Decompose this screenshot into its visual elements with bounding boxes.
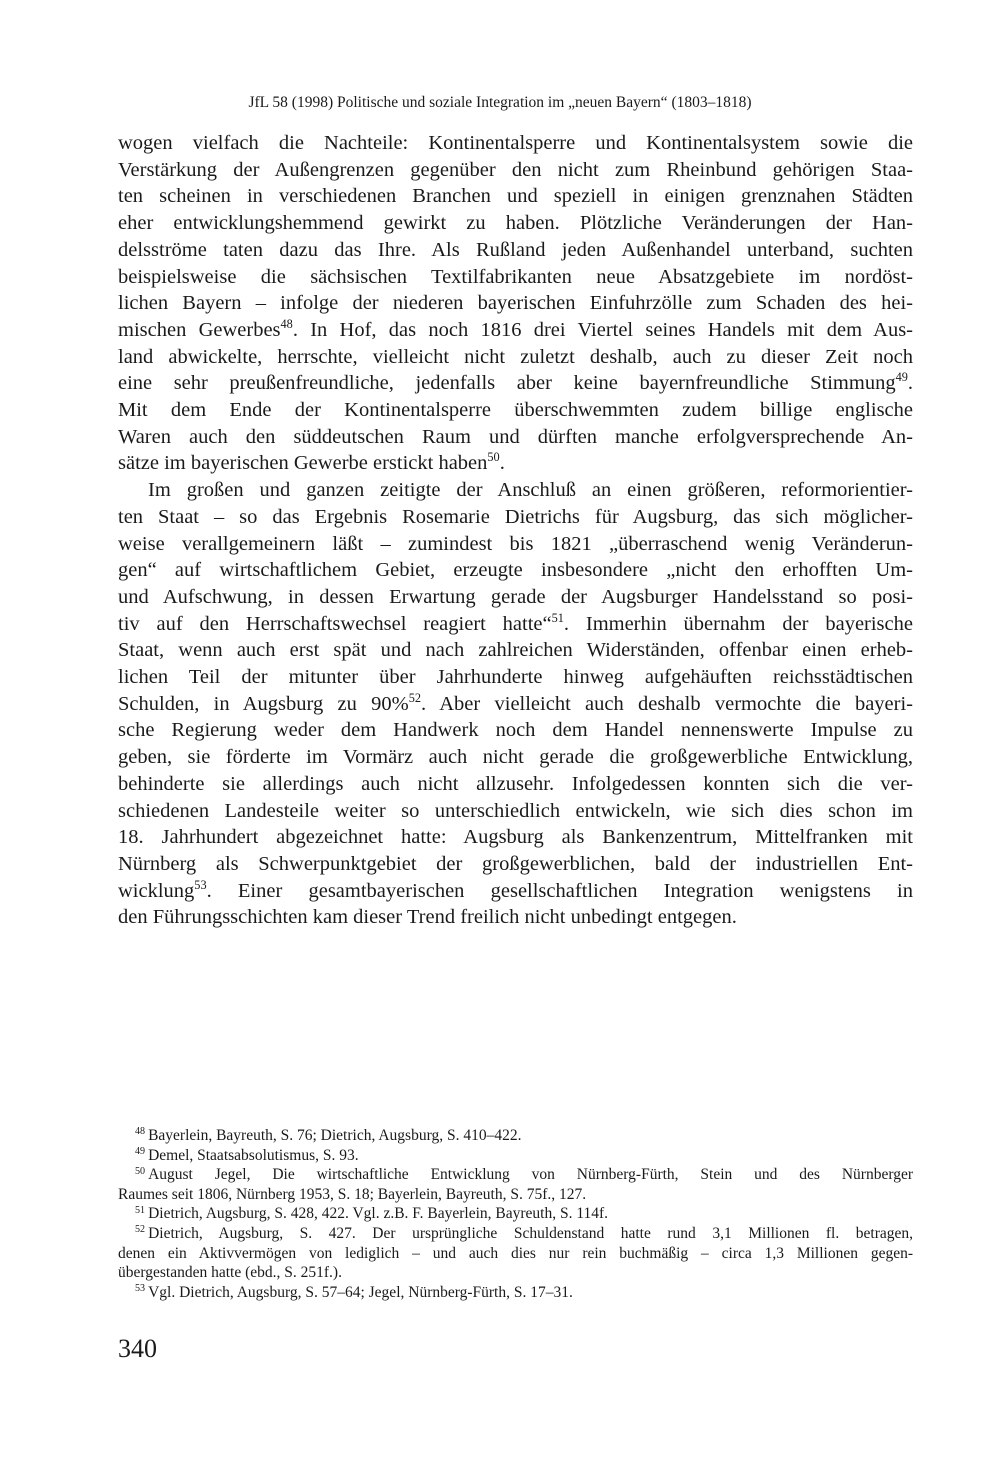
footnotes	[118, 1126, 913, 1302]
line-text: Schulden, in Augsburg zu 90%	[118, 692, 409, 715]
text-line	[118, 771, 913, 798]
line-text-continued: . In Hof, das noch 1816 drei Viertel seines Handels mit dem Aus-	[292, 318, 914, 341]
running-head: JfL 58 (1998) Politische und soziale Integration im „neuen Bayern“ (1803–1818)	[248, 94, 752, 111]
footnote-line	[118, 1165, 913, 1185]
footnote-ref: 52	[408, 690, 421, 705]
text-line	[118, 744, 913, 771]
body-text	[118, 130, 913, 931]
text-line	[118, 664, 913, 691]
footnote-ref: 48	[280, 316, 293, 331]
line-text: Mit dem Ende der Kontinentalsperre überschwemmten zudem billige englische	[118, 399, 913, 422]
text-line	[118, 878, 913, 905]
line-text: gen“ auf wirtschaftlichem Gebiet, erzeugte insbesondere „nicht den erhofften Um-	[118, 559, 913, 582]
text-line	[118, 130, 913, 157]
line-text: sche Regierung weder dem Handwerk noch dem Handel nennenswerte Impulse zu	[118, 719, 913, 742]
line-text: weise verallgemeinern läßt – zumindest bis 1821 „überraschend wenig Veränderun-	[118, 532, 913, 555]
line-text-continued: .	[907, 372, 913, 395]
footnote-text: denen ein Aktivvermögen von lediglich – und auch dies nur rein buchmäßig – circa 1,3 Millionen gegen-	[118, 1244, 913, 1262]
line-text: und Aufschwung, in dessen Erwartung gerade der Augsburger Handelsstand so posi-	[118, 585, 913, 608]
footnote-line	[118, 1146, 913, 1166]
line-text: den Führungsschichten kam dieser Trend freilich nicht unbedingt entgegen.	[118, 906, 737, 929]
text-line	[118, 504, 913, 531]
line-text: wogen vielfach die Nachteile: Kontinentalsperre und Kontinentalsystem sowie die	[118, 132, 913, 154]
footnote-text: Vgl. Dietrich, Augsburg, S. 57–64; Jegel, Nürnberg-Fürth, S. 17–31.	[148, 1283, 573, 1301]
text-line	[118, 183, 913, 210]
line-text-continued: . Aber vielleicht auch deshalb vermochte die bayeri-	[421, 692, 913, 715]
line-text-continued: . Immerhin übernahm der bayerische	[563, 612, 913, 635]
line-text: wicklung	[118, 879, 195, 902]
line-text: eine sehr preußenfreundliche, jedenfalls aber keine bayernfreundliche Stimmung	[118, 372, 896, 395]
line-text: behinderte sie allerdings auch nicht allzusehr. Infolgedessen konnten sich die ver-	[118, 772, 913, 795]
line-text: eher entwicklungshemmend gewirkt zu haben. Plötzliche Veränderungen der Han-	[118, 212, 913, 235]
text-line	[118, 824, 913, 851]
footnote-text: Raumes seit 1806, Nürnberg 1953, S. 18; Bayerlein, Bayreuth, S. 75f., 127.	[118, 1185, 587, 1203]
page-number: 340	[118, 1334, 157, 1363]
footnote-ref: 49	[895, 370, 908, 385]
line-text: lichen Teil der mitunter über Jahrhunderte hinweg aufgehäuften reichsstädtischen	[118, 666, 913, 689]
line-text: schiedenen Landesteile weiter so unterschiedlich entwickeln, wie sich dies schon im	[118, 799, 913, 822]
text-line	[118, 584, 913, 611]
line-text: 18. Jahrhundert abgezeichnet hatte: Augsburg als Bankenzentrum, Mittelfranken mit	[118, 826, 913, 849]
text-line	[118, 397, 913, 424]
footnote-line	[118, 1126, 913, 1146]
text-line	[118, 477, 913, 504]
footnote-number: 51	[135, 1204, 146, 1216]
line-text: beispielsweise die sächsischen Textilfabrikanten neue Absatzgebiete im nordöst-	[118, 265, 913, 288]
text-line	[118, 904, 913, 931]
footnote-number: 53	[135, 1283, 146, 1295]
line-text: land abwickelte, herrschte, vielleicht nicht zuletzt deshalb, auch zu dieser Zeit noch	[118, 345, 913, 368]
footnote-number: 48	[135, 1126, 146, 1138]
footnote-number: 49	[135, 1146, 146, 1158]
text-line	[118, 557, 913, 584]
footnote-number: 50	[135, 1165, 146, 1177]
line-text: tiv auf den Herrschaftswechsel reagiert hatte“	[118, 612, 552, 635]
line-text: ten scheinen in verschiedenen Branchen und speziell in einigen grenznahen Städten	[118, 185, 913, 208]
line-text: Staat, wenn auch erst spät und nach zahlreichen Widerständen, offenbar einen erheb-	[118, 639, 913, 662]
text-line	[118, 798, 913, 825]
footnote-text: Demel, Staatsabsolutismus, S. 93.	[148, 1146, 359, 1164]
line-text: Verstärkung der Außengrenzen gegenüber den nicht zum Rheinbund gehörigen Staa-	[118, 158, 913, 181]
footnote-line	[118, 1185, 913, 1205]
footnote-number: 52	[135, 1224, 146, 1236]
line-text: ten Staat – so das Ergebnis Rosemarie Dietrichs für Augsburg, das sich möglicher-	[118, 505, 913, 528]
text-line	[118, 370, 913, 397]
line-text: delsströme taten dazu das Ihre. Als Rußland jeden Außenhandel unterband, suchten	[118, 238, 913, 261]
line-text-continued: . Einer gesamtbayerischen gesellschaftlichen Integration wenigstens in	[206, 879, 913, 902]
footnote-line	[118, 1204, 913, 1224]
footnote-text: August Jegel, Die wirtschaftliche Entwicklung von Nürnberg-Fürth, Stein und des Nürnberger	[148, 1166, 913, 1184]
footnote-text: übergestanden hatte (ebd., S. 251f.).	[118, 1264, 342, 1282]
text-line	[118, 637, 913, 664]
text-line	[118, 264, 913, 291]
text-line	[118, 450, 913, 477]
text-line	[118, 611, 913, 638]
footnote-line	[118, 1244, 913, 1264]
footnote-ref: 53	[194, 877, 207, 892]
text-line	[118, 317, 913, 344]
footnote-text: Bayerlein, Bayreuth, S. 76; Dietrich, Augsburg, S. 410–422.	[148, 1127, 522, 1144]
text-line	[118, 157, 913, 184]
footnote-line	[118, 1283, 913, 1303]
line-text: mischen Gewerbes	[118, 318, 281, 341]
line-text: Nürnberg als Schwerpunktgebiet der großgewerblichen, bald der industriellen Ent-	[118, 852, 913, 875]
line-text: Im großen und ganzen zeitigte der Anschluß an einen größeren, reformorientier-	[148, 479, 913, 502]
text-line	[118, 691, 913, 718]
text-line	[118, 717, 913, 744]
text-line	[118, 344, 913, 371]
footnote-text: Dietrich, Augsburg, S. 427. Der ursprüngliche Schuldenstand hatte rund 3,1 Millionen fl. betragen,	[148, 1224, 913, 1242]
line-text: Waren auch den süddeutschen Raum und dürften manche erfolgversprechende An-	[118, 425, 913, 448]
line-text-continued: .	[499, 452, 505, 475]
footnote-line	[118, 1263, 913, 1283]
text-line	[118, 210, 913, 237]
text-line	[118, 424, 913, 451]
footnote-ref: 50	[487, 450, 500, 465]
text-line	[118, 290, 913, 317]
text-line	[118, 237, 913, 264]
text-line	[118, 851, 913, 878]
footnote-ref: 51	[551, 610, 564, 625]
line-text: lichen Bayern – infolge der niederen bayerischen Einfuhrzölle zum Schaden des hei-	[118, 292, 913, 315]
line-text: sätze im bayerischen Gewerbe erstickt haben	[118, 452, 488, 475]
text-line	[118, 531, 913, 558]
footnote-line	[118, 1224, 913, 1244]
line-text: geben, sie förderte im Vormärz auch nicht gerade die großgewerbliche Entwicklung,	[118, 746, 913, 769]
footnote-text: Dietrich, Augsburg, S. 428, 422. Vgl. z.B. F. Bayerlein, Bayreuth, S. 114f.	[148, 1205, 609, 1223]
